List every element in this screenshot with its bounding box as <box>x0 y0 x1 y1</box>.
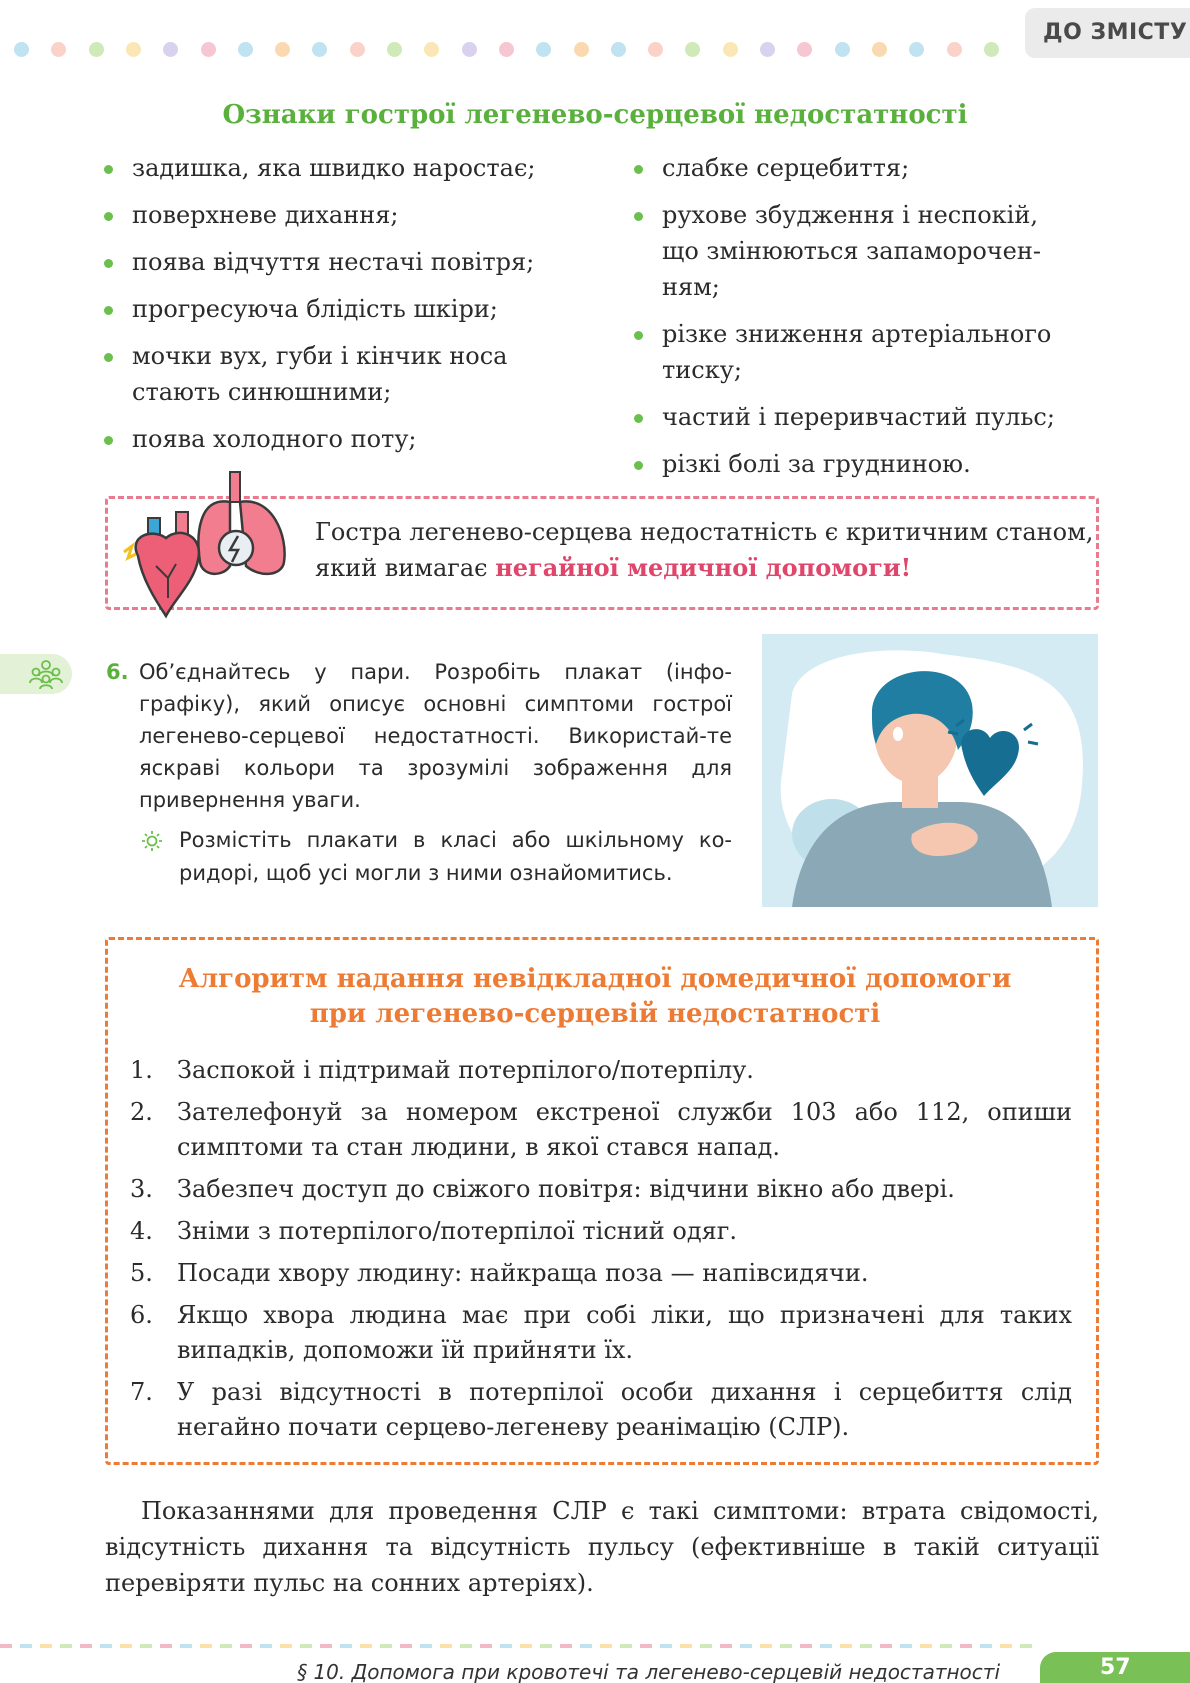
decor-dash <box>920 1644 932 1648</box>
group-work-tab <box>0 654 72 694</box>
algorithm-step <box>130 1172 1072 1207</box>
algorithm-step <box>130 1053 1072 1088</box>
decor-dash <box>40 1644 52 1648</box>
decor-dash <box>840 1644 852 1648</box>
decor-dash <box>60 1644 72 1648</box>
list-item: частий і переривчастий пульс; <box>630 399 1090 435</box>
step-text: Посади хвору людину: найкраща поза — напівсидячи. <box>177 1259 869 1287</box>
symptoms-left-list <box>100 150 600 457</box>
decor-dot <box>312 42 327 57</box>
decor-dash <box>340 1644 352 1648</box>
list-item: поява холодного поту; <box>100 421 600 457</box>
decor-dash <box>20 1644 32 1648</box>
decor-dot <box>350 42 365 57</box>
decor-dash <box>880 1644 892 1648</box>
decor-dot <box>536 42 551 57</box>
step-number: 1. <box>130 1056 153 1084</box>
decor-dash <box>900 1644 912 1648</box>
top-dotted-ribbon <box>14 42 1024 58</box>
decor-dash <box>760 1644 772 1648</box>
step-text: Зателефонуй за номером екстреної служби 103 або 112, опиши симптоми та стан людини, в якої стався напад. <box>177 1098 1072 1161</box>
list-item: поява відчуття нестачі повітря; <box>100 244 600 280</box>
decor-dot <box>163 42 178 57</box>
decor-dash <box>460 1644 472 1648</box>
decor-dash <box>220 1644 232 1648</box>
decor-dot <box>462 42 477 57</box>
decor-dash <box>1000 1644 1012 1648</box>
bottom-dashed-ribbon <box>0 1644 1040 1648</box>
decor-dot <box>574 42 589 57</box>
task-subtext-label: Розмістіть плакати в класі або шкільному ко-ридорі, щоб усі могли з ними ознайомитись. <box>179 828 732 885</box>
decor-dash <box>480 1644 492 1648</box>
list-item: слабке серцебиття; <box>630 150 1090 186</box>
decor-dot <box>611 42 626 57</box>
cpr-indications-paragraph: Показаннями для проведення СЛР є такі симптоми: втрата свідомості, відсутність дихання та відсутність пульсу (ефективніше в такій ситуації перевіряти пульс на сонних артеріях). <box>105 1497 1099 1597</box>
decor-dash <box>980 1644 992 1648</box>
algorithm-step <box>130 1256 1072 1291</box>
decor-dash <box>100 1644 112 1648</box>
decor-dash <box>640 1644 652 1648</box>
heart-lungs-icon <box>118 466 298 626</box>
decor-dot <box>275 42 290 57</box>
step-text: Заспокой і підтримай потерпілого/потерпілу. <box>177 1056 754 1084</box>
decor-dot <box>126 42 141 57</box>
decor-dash <box>560 1644 572 1648</box>
algorithm-step <box>130 1375 1072 1445</box>
warning-highlight: негайної медичної допомоги! <box>495 553 912 582</box>
decor-dot <box>947 42 962 57</box>
decor-dash <box>520 1644 532 1648</box>
decor-dash <box>240 1644 252 1648</box>
decor-dot <box>51 42 66 57</box>
decor-dash <box>380 1644 392 1648</box>
decor-dash <box>580 1644 592 1648</box>
warning-text <box>315 515 1095 586</box>
task-subtext <box>139 824 732 890</box>
list-item: рухове збудження і неспокій, що змінюються запаморочен-ням; <box>630 197 1060 305</box>
decor-dash <box>140 1644 152 1648</box>
list-item: поверхневе дихання; <box>100 197 600 233</box>
task-text: Об’єднайтесь у пари. Розробіть плакат (інфо-графіку), який описує основні симптоми гострої легенево-серцевої недостатності. Використай-те яскраві кольори та зрозумілі зображення для привернення уваги. <box>139 660 732 812</box>
decor-dash <box>80 1644 92 1648</box>
decor-dash <box>620 1644 632 1648</box>
toc-link[interactable] <box>1025 8 1190 58</box>
decor-dash <box>500 1644 512 1648</box>
decor-dot <box>909 42 924 57</box>
decor-dash <box>820 1644 832 1648</box>
decor-dash <box>700 1644 712 1648</box>
decor-dash <box>420 1644 432 1648</box>
decor-dash <box>200 1644 212 1648</box>
algorithm-step <box>130 1095 1072 1165</box>
decor-dash <box>440 1644 452 1648</box>
decor-dot <box>387 42 402 57</box>
decor-dash <box>940 1644 952 1648</box>
decor-dash <box>660 1644 672 1648</box>
decor-dot <box>685 42 700 57</box>
algorithm-steps <box>130 1053 1072 1452</box>
footer-chapter-title: § 10. Допомога при кровотечі та легенево-серцевій недостатності <box>297 1660 1000 1683</box>
step-number: 5. <box>130 1259 153 1287</box>
decor-dot <box>760 42 775 57</box>
decor-dot <box>797 42 812 57</box>
decor-dot <box>835 42 850 57</box>
decor-dot <box>872 42 887 57</box>
step-text: У разі відсутності в потерпілої особи дихання і серцебиття слід негайно почати серцево-легеневу реанімацію (СЛР). <box>177 1378 1072 1441</box>
step-text: Забезпеч доступ до свіжого повітря: відчини вікно або двері. <box>177 1175 955 1203</box>
symptoms-title: Ознаки гострої легенево-серцевої недостатності <box>222 100 968 130</box>
decor-dash <box>360 1644 372 1648</box>
toc-link-label: ДО ЗМІСТУ <box>1043 20 1188 45</box>
decor-dot <box>14 42 29 57</box>
decor-dash <box>120 1644 132 1648</box>
decor-dot <box>984 42 999 57</box>
decor-dot <box>89 42 104 57</box>
decor-dot <box>499 42 514 57</box>
task-number: 6. <box>106 660 129 684</box>
decor-dash <box>780 1644 792 1648</box>
page-number-badge <box>1040 1652 1190 1683</box>
algorithm-step <box>130 1214 1072 1249</box>
decor-dot <box>424 42 439 57</box>
decor-dash <box>1020 1644 1032 1648</box>
decor-dash <box>180 1644 192 1648</box>
decor-dash <box>680 1644 692 1648</box>
decor-dash <box>960 1644 972 1648</box>
step-number: 7. <box>130 1378 153 1406</box>
step-number: 6. <box>130 1301 153 1329</box>
list-item: різке зниження артеріального тиску; <box>630 316 1090 388</box>
warning-text-main: Гостра легенево-серцева недостатність є критичним станом, який вимагає <box>315 518 1094 582</box>
symptoms-right-list <box>630 150 1090 482</box>
page-number: 57 <box>1100 1655 1131 1680</box>
decor-dash <box>0 1644 12 1648</box>
decor-dash <box>800 1644 812 1648</box>
decor-dash <box>860 1644 872 1648</box>
decor-dash <box>740 1644 752 1648</box>
decor-dash <box>540 1644 552 1648</box>
list-item: різкі болі за грудниною. <box>630 446 1090 482</box>
step-text: Якщо хвора людина має при собі ліки, що призначені для таких випадків, допоможи їй прийняти їх. <box>177 1301 1072 1364</box>
decor-dash <box>260 1644 272 1648</box>
decor-dash <box>320 1644 332 1648</box>
decor-dot <box>723 42 738 57</box>
task-6 <box>106 656 732 816</box>
list-item: мочки вух, губи і кінчик носа стають синюшними; <box>100 338 540 410</box>
decor-dot <box>648 42 663 57</box>
decor-dash <box>400 1644 412 1648</box>
algorithm-title-line-1: Алгоритм надання невідкладної домедичної допомоги <box>178 964 1012 994</box>
list-item: прогресуюча блідість шкіри; <box>100 291 600 327</box>
decor-dash <box>600 1644 612 1648</box>
algorithm-step <box>130 1298 1072 1368</box>
decor-dash <box>720 1644 732 1648</box>
group-people-icon <box>28 658 64 690</box>
algorithm-title-line-2: при легенево-серцевій недостатності <box>309 999 881 1029</box>
step-number: 3. <box>130 1175 153 1203</box>
decor-dot <box>238 42 253 57</box>
decor-dash <box>160 1644 172 1648</box>
person-heart-illustration <box>762 634 1098 907</box>
algorithm-title <box>0 962 1190 1032</box>
step-number: 4. <box>130 1217 153 1245</box>
sun-icon <box>141 830 163 852</box>
decor-dot <box>201 42 216 57</box>
decor-dash <box>300 1644 312 1648</box>
decor-dash <box>280 1644 292 1648</box>
list-item: задишка, яка швидко наростає; <box>100 150 600 186</box>
step-number: 2. <box>130 1098 153 1126</box>
step-text: Зніми з потерпілого/потерпілої тісний одяг. <box>177 1217 737 1245</box>
